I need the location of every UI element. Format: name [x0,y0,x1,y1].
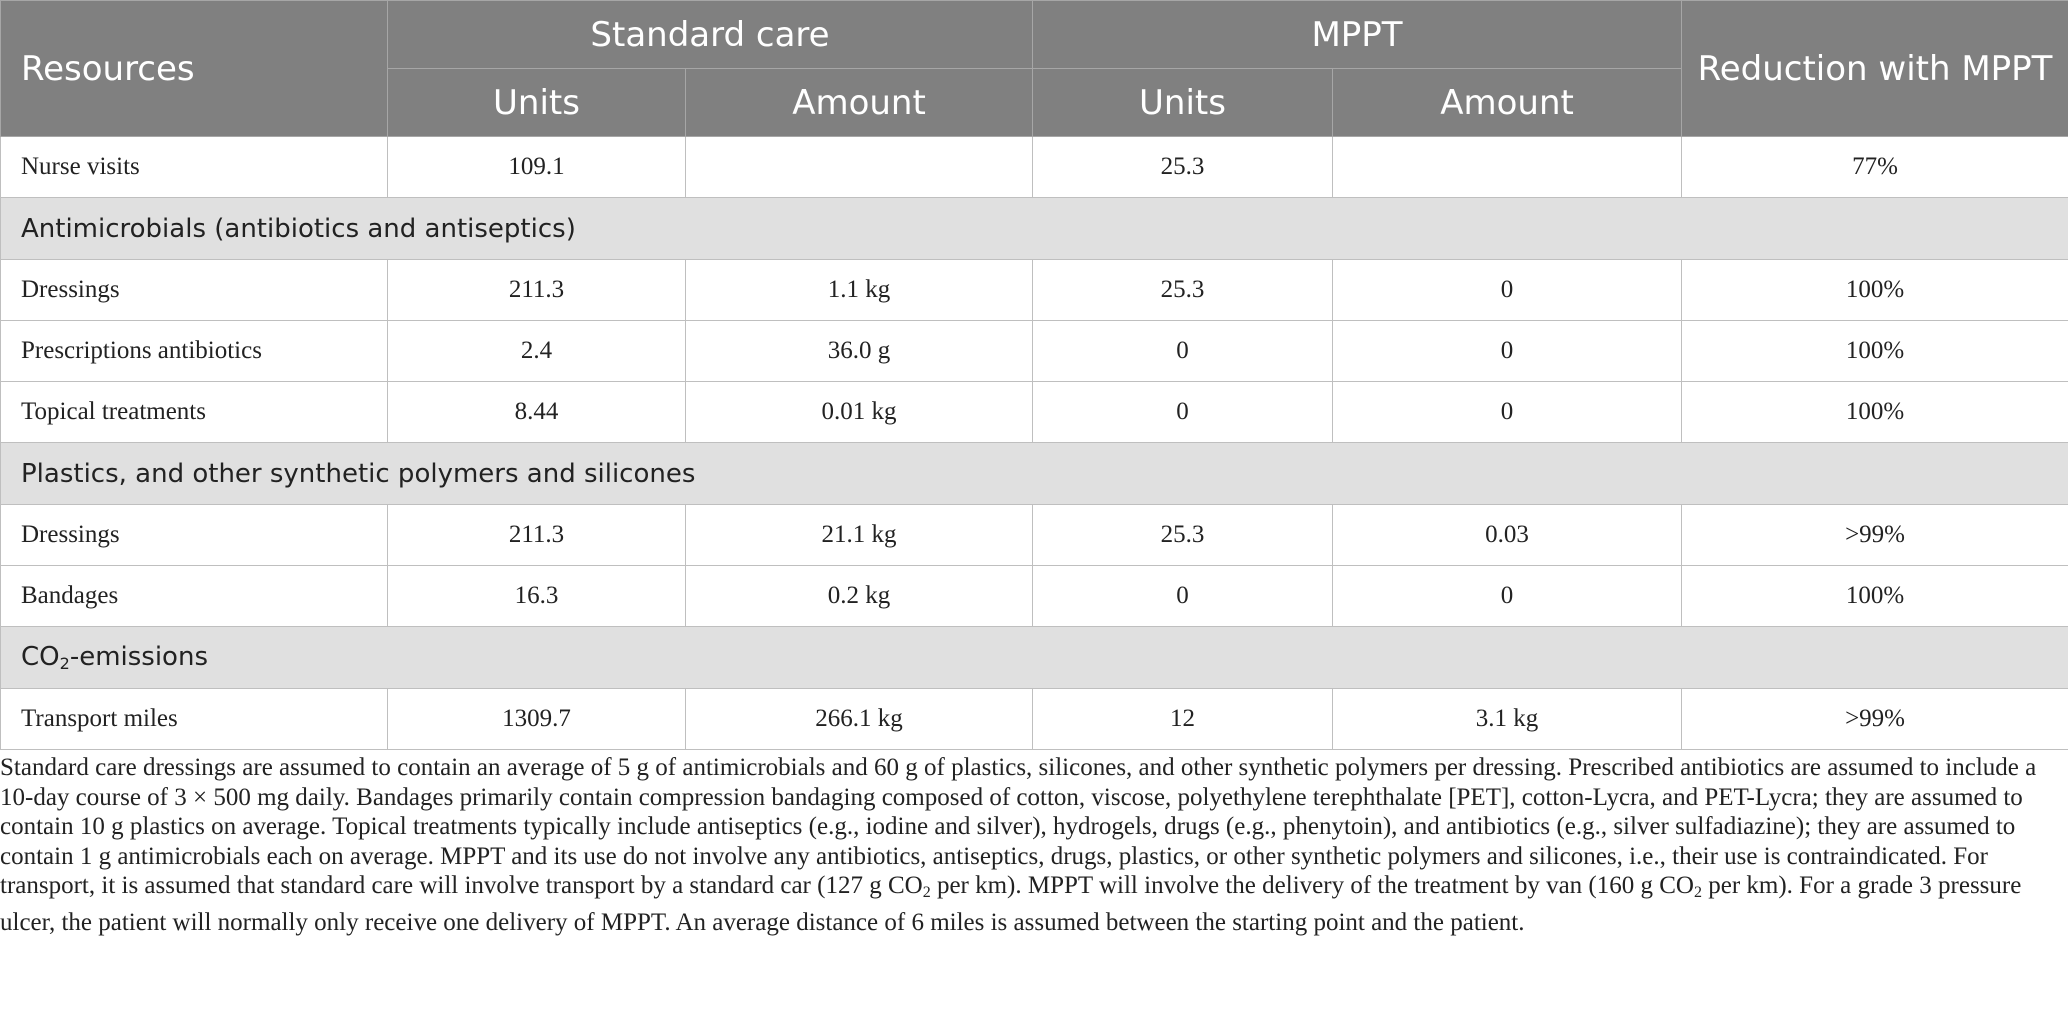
table-row-nurse-visits [1,137,2068,198]
mppt-units-cell: 0 [1033,382,1333,443]
table-row-am-prescriptions [1,321,2068,382]
sc-units-cell: 109.1 [388,137,686,198]
row-label: Nurse visits [1,137,388,198]
reduction-cell: 100% [1682,566,2068,627]
reduction-cell: >99% [1682,689,2068,750]
mppt-units-cell: 12 [1033,689,1333,750]
mppt-amount-cell: 0 [1333,566,1682,627]
sc-amount-cell: 36.0 g [686,321,1033,382]
header-resources: Resources [1,1,388,137]
row-label: Transport miles [1,689,388,750]
sc-amount-cell: 0.01 kg [686,382,1033,443]
table-row-am-dressings [1,260,2068,321]
sc-amount-cell: 266.1 kg [686,689,1033,750]
header-standard-care: Standard care [388,1,1033,69]
sc-amount-cell: 1.1 kg [686,260,1033,321]
mppt-units-cell: 0 [1033,566,1333,627]
footnote-sub1: 2 [922,884,931,902]
co2-heading-post: -emissions [69,642,208,672]
section-row-co2 [1,627,2068,689]
mppt-amount-cell: 0 [1333,260,1682,321]
footnote-sub2: 2 [1693,884,1702,902]
table-row-pl-dressings [1,505,2068,566]
sc-units-cell: 211.3 [388,505,686,566]
mppt-units-cell: 25.3 [1033,505,1333,566]
section-heading: Antimicrobials (antibiotics and antiseptics) [1,198,2068,260]
co2-heading-pre: CO [21,642,60,672]
reduction-cell: 77% [1682,137,2068,198]
row-label: Dressings [1,505,388,566]
footnote-part3: per km). For a grade 3 pressure ulcer, the patient will normally only receive one delivery of MPPT. An average distance of 6 miles is assumed between the starting point and the patient. [0,872,2022,936]
mppt-amount-cell [1333,137,1682,198]
table-footnote [0,753,2062,938]
row-label: Dressings [1,260,388,321]
mppt-amount-cell: 0 [1333,382,1682,443]
header-mppt: MPPT [1033,1,1682,69]
table-row-am-topical [1,382,2068,443]
row-label: Bandages [1,566,388,627]
mppt-amount-cell: 0.03 [1333,505,1682,566]
header-sc-units: Units [388,69,686,137]
sc-amount-cell: 21.1 kg [686,505,1033,566]
sc-units-cell: 8.44 [388,382,686,443]
section-heading: Plastics, and other synthetic polymers and silicones [1,443,2068,505]
reduction-cell: >99% [1682,505,2068,566]
footnote-part1: Standard care dressings are assumed to contain an average of 5 g of antimicrobials and 60 g of plastics, silicones, and other synthetic polymers per dressing. Prescribed antibiotics are assumed to include a 10-day course of 3 × 500 mg daily. Bandages primarily contain compression bandaging composed of cotton, viscose, polyethylene terephthalate [PET], cotton-Lycra, and PET-Lycra; they are assumed to contain 10 g plastics on average. Topical treatments typically include antiseptics (e.g., iodine and silver), hydrogels, drugs (e.g., phenytoin), and antibiotics (e.g., silver sulfadiazine); they are assumed to contain 1 g antimicrobials each on average. MPPT and its use do not involve any antibiotics, antiseptics, drugs, plastics, or other synthetic polymers and silicones, i.e., their use is contraindicated. For transport, it is assumed that standard care will involve transport by a standard car (127 g CO [0,754,2037,900]
row-label: Prescriptions antibiotics [1,321,388,382]
mppt-amount-cell: 0 [1333,321,1682,382]
section-heading [1,627,2068,689]
reduction-cell: 100% [1682,260,2068,321]
sc-amount-cell: 0.2 kg [686,566,1033,627]
table-row-pl-bandages [1,566,2068,627]
sc-amount-cell [686,137,1033,198]
mppt-units-cell: 25.3 [1033,137,1333,198]
mppt-units-cell: 25.3 [1033,260,1333,321]
row-label: Topical treatments [1,382,388,443]
section-row-plastics [1,443,2068,505]
section-row-antimicrobials [1,198,2068,260]
mppt-amount-cell: 3.1 kg [1333,689,1682,750]
header-sc-amount: Amount [686,69,1033,137]
header-mppt-units: Units [1033,69,1333,137]
co2-heading-sub: 2 [59,654,70,673]
reduction-cell: 100% [1682,321,2068,382]
footnote-part2: per km). MPPT will involve the delivery of the treatment by van (160 g CO [930,872,1694,900]
sc-units-cell: 1309.7 [388,689,686,750]
table-row-transport [1,689,2068,750]
header-mppt-amount: Amount [1333,69,1682,137]
reduction-cell: 100% [1682,382,2068,443]
header-reduction: Reduction with MPPT [1682,1,2068,137]
mppt-units-cell: 0 [1033,321,1333,382]
sc-units-cell: 2.4 [388,321,686,382]
sc-units-cell: 16.3 [388,566,686,627]
sc-units-cell: 211.3 [388,260,686,321]
